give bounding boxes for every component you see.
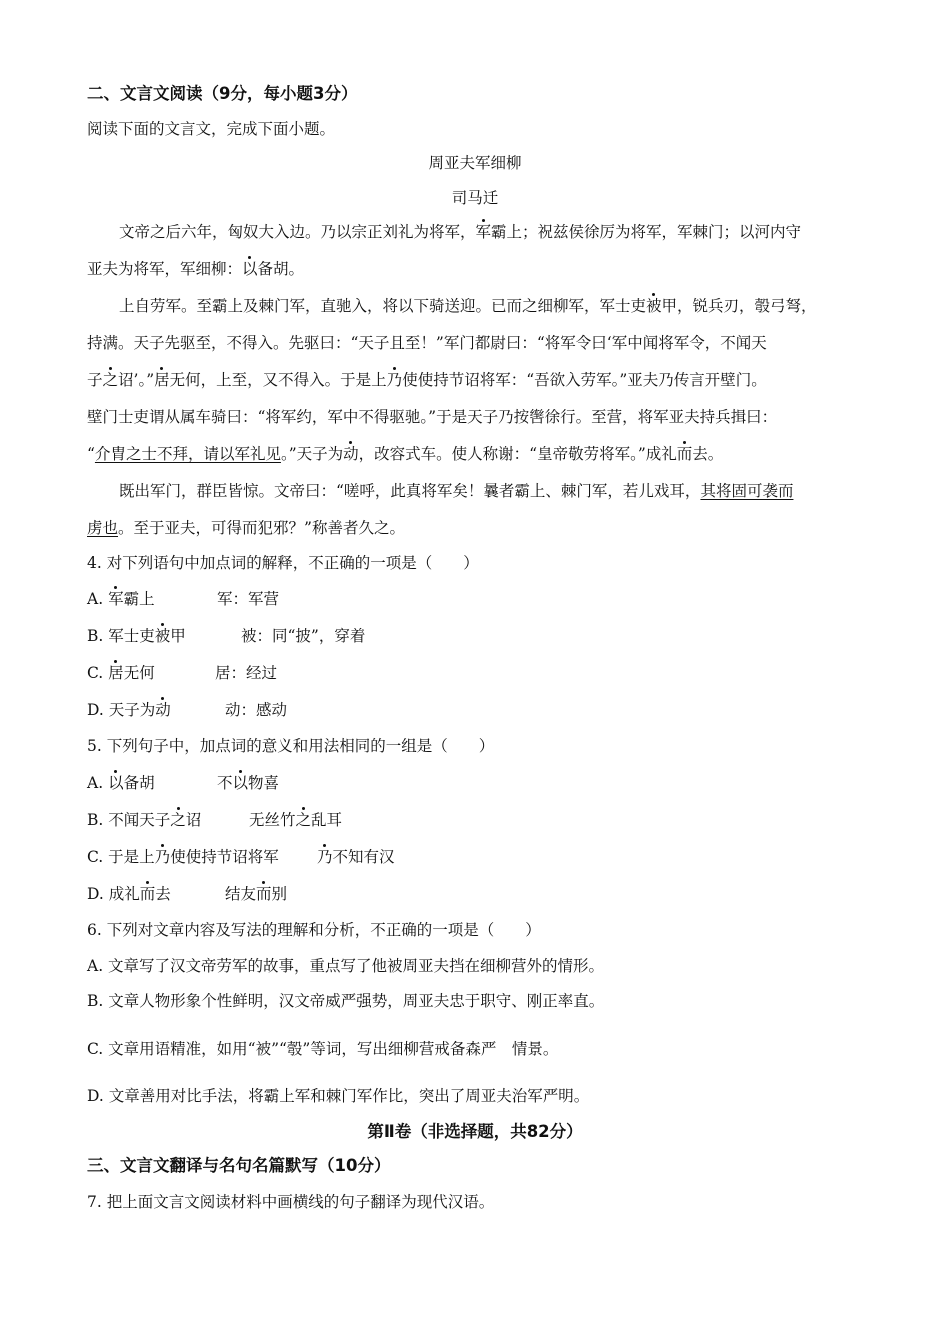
text: 子 (87, 371, 103, 389)
q6-option-d: D. 文章善用对比手法，将霸上军和棘门军作比，突出了周亚夫治军严明。 (87, 1087, 590, 1105)
text: 诏’。” (118, 371, 155, 389)
q5-option-d-second (225, 884, 287, 904)
dotted-word: 而 (256, 885, 272, 903)
text: 备胡 (123, 774, 155, 792)
section-heading-classical-reading: 二、文言文阅读（9分，每小题3分） (87, 84, 358, 103)
passage-author: 司马迁 (451, 189, 499, 207)
passage-p2-line5 (87, 444, 723, 464)
text: 诏 (185, 811, 202, 829)
passage-p3-line1 (119, 481, 793, 501)
text: 上自劳军。至霸上及棘门军，直驰入，将以下骑送迎。已而之细柳军，军士吏 (119, 297, 647, 315)
q5-option-d (87, 884, 288, 904)
volume-2-heading: 第Ⅱ卷（非选择题，共82分） (367, 1122, 583, 1141)
passage-p1-line1 (119, 222, 801, 242)
text: “ (87, 445, 95, 463)
text: ，改容式车。使人称谢：“皇帝敬劳将军。”成礼 (358, 445, 677, 463)
text: 霸上；祝兹侯徐厉为将军，军棘门；以河内守 (491, 223, 802, 241)
text: C. 于是上 (87, 848, 155, 866)
q4-option-a-explanation: 军：军营 (217, 590, 280, 608)
text: 去。 (692, 445, 724, 463)
dotted-word: 动 (343, 445, 359, 463)
q4-option-c (87, 663, 278, 683)
passage-p2-line2: 持满。天子先驱至，不得入。先驱曰：“天子且至！”军门都尉曰：“将军令曰‘军中闻将军令，不闻天 (87, 334, 767, 352)
dotted-word: 动 (155, 701, 171, 719)
q5-option-c-second (317, 847, 395, 867)
text: 。至于亚夫，可得而犯邪？”称善者久之。 (118, 519, 405, 537)
underlined-sentence: 其将固可袭而 (700, 482, 794, 500)
dotted-word: 以 (108, 774, 124, 792)
dotted-word: 居 (108, 664, 124, 682)
dotted-word: 军 (108, 590, 124, 608)
q6-stem: 6. 下列对文章内容及写法的理解和分析，不正确的一项是（ ） (87, 921, 541, 939)
text: 无丝竹 (249, 811, 296, 829)
text: 乱耳 (311, 811, 343, 829)
text: 无何 (123, 664, 155, 682)
text: 甲，锐兵刃，彀弓弩， (661, 297, 817, 315)
text: 。”天子为 (280, 445, 344, 463)
q6-option-a: A. 文章写了汉文帝劳军的故事，重点写了他被周亚夫挡在细柳营外的情形。 (87, 957, 605, 975)
q5-option-b-second (249, 810, 342, 830)
reading-instruction: 阅读下面的文言文，完成下面小题。 (87, 120, 336, 138)
q5-stem: 5. 下列句子中，加点词的意义和用法相同的一组是（ ） (87, 737, 495, 755)
passage-p1-line2 (87, 259, 304, 279)
q5-option-c (87, 847, 395, 867)
dotted-word: 被 (154, 627, 171, 645)
text: 备胡。 (257, 260, 305, 278)
text: 物喜 (248, 774, 280, 792)
dotted-word: 而 (139, 885, 156, 903)
text: B. 不闻天子 (87, 811, 171, 829)
dotted-word: 之 (295, 811, 312, 829)
dotted-word: 之 (170, 811, 186, 829)
q6-option-c: C. 文章用语精准，如用“被”“彀”等词，写出细柳营戒备森严 情景。 (87, 1040, 559, 1058)
q4-option-d-explanation: 动：感动 (225, 701, 288, 719)
q4-option-c-explanation: 居：经过 (215, 664, 278, 682)
text: 既出军门，群臣皆惊。文帝曰：“嗟呼，此真将军矣！曩者霸上、棘门军，若儿戏耳， (119, 482, 701, 500)
q4-stem: 4. 对下列语句中加点词的解释，不正确的一项是（ ） (87, 554, 479, 572)
section-heading-translation: 三、文言文翻译与名句名篇默写（10分） (87, 1156, 391, 1175)
text: 霸上 (123, 590, 155, 608)
q5-option-a (87, 773, 280, 793)
text: 去 (155, 885, 171, 903)
q7-stem: 7. 把上面文言文阅读材料中画横线的句子翻译为现代汉语。 (87, 1193, 495, 1211)
text: A. (87, 774, 109, 792)
text: 别 (271, 885, 288, 903)
text: B. 军士吏 (87, 627, 155, 645)
q5-option-a-second (217, 773, 279, 793)
text: D. 成礼 (87, 885, 140, 903)
text: 使使持节诏将军：“吾欲入劳军。”亚夫乃传言开壁门。 (402, 371, 767, 389)
passage-p2-line4: 壁门士吏谓从属车骑曰：“将军约，军中不得驱驰。”于是天子乃按辔徐行。至营，将军亚夫持兵揖曰： (87, 408, 778, 426)
q4-option-d (87, 700, 288, 720)
dotted-word: 而 (676, 445, 693, 463)
text: D. 天子为 (87, 701, 156, 719)
text: C. (87, 664, 109, 682)
passage-p3-line2 (87, 518, 405, 538)
text: 亚夫为将军，军细柳： (87, 260, 243, 278)
q6-option-b: B. 文章人物形象个性鲜明，汉文帝威严强势，周亚夫忠于职守、刚正率直。 (87, 992, 605, 1010)
passage-title: 周亚夫军细柳 (428, 154, 522, 172)
passage-p2-line1 (119, 296, 817, 316)
dotted-word: 被 (646, 297, 662, 315)
q5-option-b (87, 810, 343, 830)
text: 结友 (225, 885, 257, 903)
q4-option-b-explanation: 被：同“披”，穿着 (241, 627, 366, 645)
dotted-word: 军 (475, 223, 492, 241)
dotted-word: 乃 (154, 848, 171, 866)
dotted-word: 乃 (386, 371, 403, 389)
dotted-word: 居 (154, 371, 170, 389)
q4-option-a (87, 589, 280, 609)
passage-p2-line3 (87, 370, 767, 390)
dotted-word: 以 (232, 774, 249, 792)
q4-option-b (87, 626, 366, 646)
underlined-sentence: 介胄之士不拜，请以军礼见 (94, 445, 281, 463)
text: 文帝之后六年，匈奴大入边。乃以宗正刘礼为将军， (119, 223, 476, 241)
text: 不知有汉 (332, 848, 395, 866)
dotted-word: 乃 (317, 848, 333, 866)
text: A. (87, 590, 109, 608)
underlined-sentence: 虏也 (87, 519, 119, 537)
text: 不 (217, 774, 233, 792)
dotted-word: 之 (102, 371, 119, 389)
text: 使使持节诏将军 (170, 848, 279, 866)
text: 无何，上至，又不得入。于是上 (169, 371, 387, 389)
text: 甲 (170, 627, 186, 645)
dotted-word: 以 (242, 260, 258, 278)
